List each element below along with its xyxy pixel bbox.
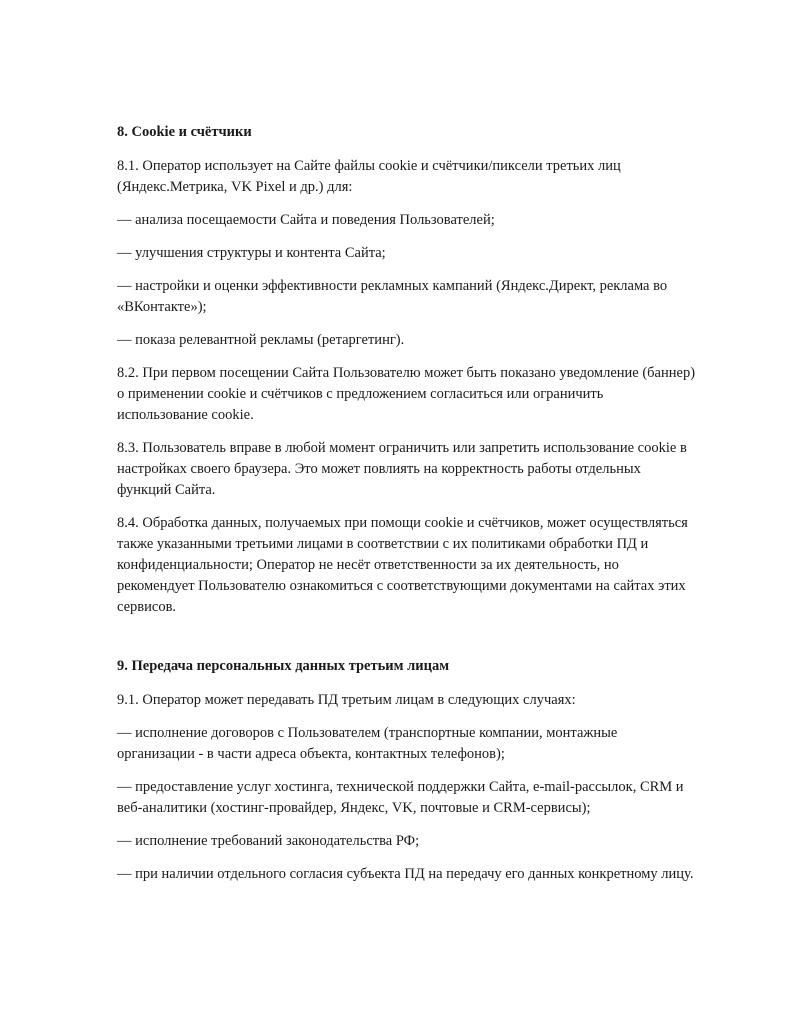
paragraph-8-3: 8.3. Пользователь вправе в любой момент ограничить или запретить использование cookie в настройках своего браузера. Это может повлиять на корректность работы отдельных функций Сайта. (117, 440, 687, 498)
list-item-contracts: — исполнение договоров с Пользователем (транспортные компании, монтажные организации - в части адреса объекта, контактных телефонов); (117, 725, 618, 762)
section-divider-space (117, 630, 697, 656)
list-item-analytics: — анализа посещаемости Сайта и поведения Пользователей; (117, 212, 495, 228)
list-item-legal: — исполнение требований законодательства РФ; (117, 833, 420, 849)
document-page (117, 122, 697, 897)
section-9 (117, 656, 697, 885)
paragraph-8-4: 8.4. Обработка данных, получаемых при помощи cookie и счётчиков, может осуществляться также указанными третьими лицами в соответствии с их политиками обработки ПД и конфиденциальности; Оператор не несёт ответственности за их деятельность, но рекомендует Пользователю ознакомиться с соответствующими документами на сайтах этих сервисов. (117, 515, 688, 615)
list-item-structure: — улучшения структуры и контента Сайта; (117, 245, 386, 261)
paragraph-8-2: 8.2. При первом посещении Сайта Пользователю может быть показано уведомление (баннер) о применении cookie и счётчиков с предложением согласиться или ограничить использование cookie. (117, 365, 696, 423)
list-item-retargeting: — показа релевантной рекламы (ретаргетинг). (117, 332, 405, 348)
paragraph-9-1: 9.1. Оператор может передавать ПД третьим лицам в следующих случаях: (117, 692, 576, 708)
section-8 (117, 122, 697, 618)
list-item-hosting: — предоставление услуг хостинга, технической поддержки Сайта, e-mail-рассылок, CRM и веб-аналитики (хостинг-провайдер, Яндекс, VK, почтовые и CRM-сервисы); (117, 779, 684, 816)
paragraph-8-1: 8.1. Оператор использует на Сайте файлы cookie и счётчики/пиксели третьих лиц (Яндекс.Метрика, VK Pixel и др.) для: (117, 158, 621, 195)
list-item-consent: — при наличии отдельного согласия субъекта ПД на передачу его данных конкретному лицу. (117, 866, 694, 882)
list-item-ad-campaigns: — настройки и оценки эффективности рекламных кампаний (Яндекс.Директ, реклама во «ВКонтакте»); (117, 278, 668, 315)
section-9-title: 9. Передача персональных данных третьим лицам (117, 658, 450, 674)
section-8-title: 8. Cookie и счётчики (117, 124, 252, 140)
